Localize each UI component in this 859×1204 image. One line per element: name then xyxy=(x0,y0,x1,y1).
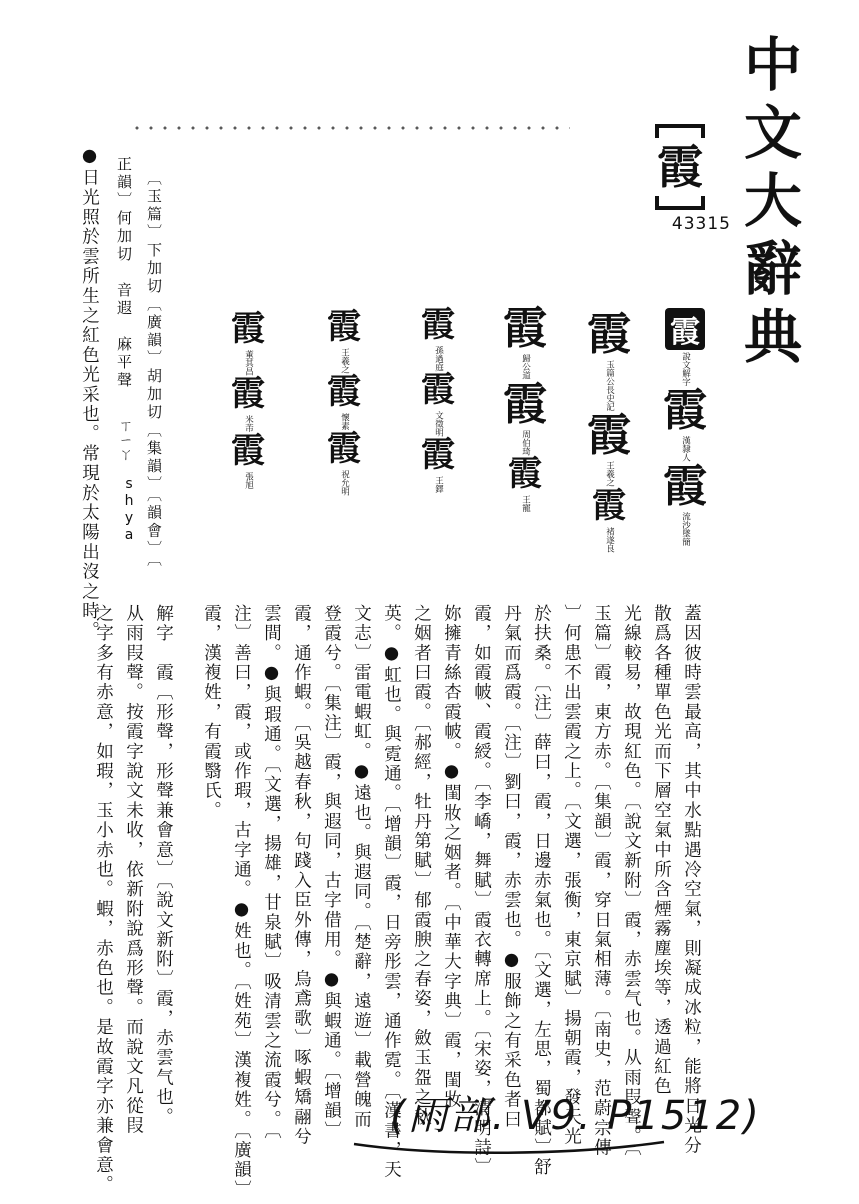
form-glyph: 霞 xyxy=(663,385,707,436)
forms-row-6 xyxy=(231,309,265,491)
form-source: 王鐸 xyxy=(433,476,444,494)
form-source: 文徵明 xyxy=(433,410,444,437)
pronunciation-line-1: 〔玉篇〕下加切〔廣韻〕胡加切〔集韻〕〔韻會〕〔 xyxy=(145,170,163,569)
form-glyph: 霞 xyxy=(231,430,265,471)
form-glyph: 霞 xyxy=(327,307,361,347)
definition-line-16: 雲間。●與瑕通。〔文選，揚雄，甘泉賦〕吸清雲之流霞兮。〔 xyxy=(261,604,282,1141)
form-glyph: 霞 xyxy=(231,309,265,349)
definition-line-21: 之字多有赤意，如瑕，玉小赤也。蝦，赤色也。是故霞字亦兼會意。 xyxy=(93,604,114,1195)
handwritten-note-text: (雨部. V9. P1512) xyxy=(390,1093,761,1139)
definition-line-11: 之姻者曰霞。〔郝經，牡丹第賦〕郁霞腴之春姿，斂玉盌之秋 xyxy=(411,604,432,1128)
forms-row-2 xyxy=(587,309,631,554)
phonetic-zhuyin: ㄒㄧㄚ xyxy=(117,418,133,464)
form-glyph: 霞 xyxy=(327,428,361,469)
seal-script-glyph: 霞 xyxy=(670,315,700,350)
form-source: 米芾 xyxy=(243,414,254,432)
form-source: 褚遂良 xyxy=(604,526,615,553)
definition-line-14: 登霞兮。〔集注〕霞，與遐同，古字借用。●與蝦通。〔增韻〕 xyxy=(321,604,342,1141)
forms-row-5 xyxy=(327,307,361,497)
form-glyph: 霞 xyxy=(421,370,455,411)
form-source: 董其昌 xyxy=(243,349,254,376)
definition-line-4: 光線較易，故現紅色。〔說文新附〕霞，赤雲气也。从雨叚聲。〔 xyxy=(621,604,642,1158)
form-glyph: 霞 xyxy=(327,372,361,413)
form-source: 說文解字 xyxy=(680,352,691,386)
entry-number: 43315 xyxy=(671,214,731,234)
form-source: 玉篇公長史記 xyxy=(604,360,615,412)
form-source: 歸公道 xyxy=(520,354,531,380)
definition-line-12: 英。●虹也。與霓通。〔增韻〕霞，日旁彤雲，通作霓。〔漢書，天 xyxy=(381,604,402,1180)
form-source: 王羲之 xyxy=(604,461,615,487)
definition-line-1: ●日光照於雲所生之紅色光采也。常現於太陽出沒之時。 xyxy=(79,146,100,641)
form-glyph: 霞 xyxy=(508,454,542,495)
form-glyph: 霞 xyxy=(663,460,707,512)
definition-line-3: 散爲各種單色光而下層空氣中所含煙霧塵埃等，透過紅色 xyxy=(651,604,672,1097)
form-glyph: 霞 xyxy=(503,378,547,430)
definition-line-10: 妳擁青絲杏霞帔。●閨妝之姻者。〔中華大字典〕霞，閨妝 xyxy=(441,604,462,1110)
definition-line-15: 霞，通作蝦。〔吳越春秋，句踐入臣外傳，烏鳶歌〕啄蝦矯翮兮 xyxy=(291,604,312,1147)
head-character: 霞 xyxy=(657,140,703,194)
definition-line-7: 於扶桑。〔注〕薛曰，霞，日邊赤氣也。〔文選，左思，蜀都賦〕舒 xyxy=(531,604,552,1178)
form-source: 張旭 xyxy=(243,471,254,489)
form-source: 祝允明 xyxy=(339,469,350,496)
form-glyph: 霞 xyxy=(421,305,455,345)
form-glyph: 霞 xyxy=(421,435,455,476)
forms-row-3 xyxy=(503,303,547,514)
form-source: 周伯琦 xyxy=(520,429,531,456)
forms-row-1 xyxy=(663,308,707,548)
form-glyph: 霞 xyxy=(592,485,626,526)
definition-line-18: 霞，漢複姓，有霞翳氏。 xyxy=(201,604,222,821)
scan-noise-dots xyxy=(130,124,570,132)
definition-line-8: 丹氣而爲霞。〔注〕劉曰，霞，赤雲也。●服飾之有采色者曰 xyxy=(501,604,522,1130)
definition-line-17: 注〕善曰，霞，或作瑕，古字通。●姓也。〔姓苑〕漢複姓。〔廣韻〕 xyxy=(231,604,252,1200)
form-glyph: 霞 xyxy=(231,374,265,415)
definition-line-6: 〕何患不出雲霞之上。〔文選，張衡，東京賦〕揚朝霞，發天光 xyxy=(561,604,582,1147)
form-glyph: 霞 xyxy=(503,303,547,354)
form-source: 王寵 xyxy=(520,495,531,513)
pronunciation-line-2: 正韻〕何加切 音遐 麻平聲 xyxy=(115,156,133,390)
form-source: 王羲之 xyxy=(339,347,350,374)
definition-line-9: 霞，如霞帔、霞綬。〔李嶠，舞賦〕霞衣轉席上。〔宋姿，清明詩〕 xyxy=(471,604,492,1178)
definition-line-20: 从雨叚聲。按霞字說文未收，依新附說爲形聲。而說文凡從叚 xyxy=(123,604,144,1136)
definition-line-13: 文志〕雷電蝦虹。●遠也。與遐同。〔楚辭，遠遊〕載營魄而 xyxy=(351,604,372,1130)
book-title: 中文大辭典 xyxy=(734,34,802,374)
phonetic-latin: shya xyxy=(121,476,137,544)
forms-row-4 xyxy=(421,305,455,495)
form-source: 懷素 xyxy=(339,412,350,430)
definition-line-5: 玉篇〕霞，東方赤。〔集韻〕霞，穿日氣相薄。〔南史，范蔚宗傳 xyxy=(591,604,612,1158)
definition-line-19: 解字 霞〔形聲，形聲兼會意〕〔說文新附〕霞，赤雲气也。 xyxy=(153,604,174,1128)
form-source: 漢隸人 xyxy=(680,436,691,462)
form-glyph: 霞 xyxy=(587,309,631,360)
form-source: 流沙墜簡 xyxy=(680,511,691,546)
head-character-bracket xyxy=(651,124,709,210)
definition-line-2: 蓋因彼時雲最高，其中水點遇冷空氣，則凝成冰粒，能將日光分 xyxy=(681,604,702,1156)
seal-script-block xyxy=(665,308,705,350)
form-glyph: 霞 xyxy=(587,410,631,462)
handwritten-note xyxy=(346,1064,761,1164)
form-source: 孫過庭 xyxy=(433,345,444,372)
